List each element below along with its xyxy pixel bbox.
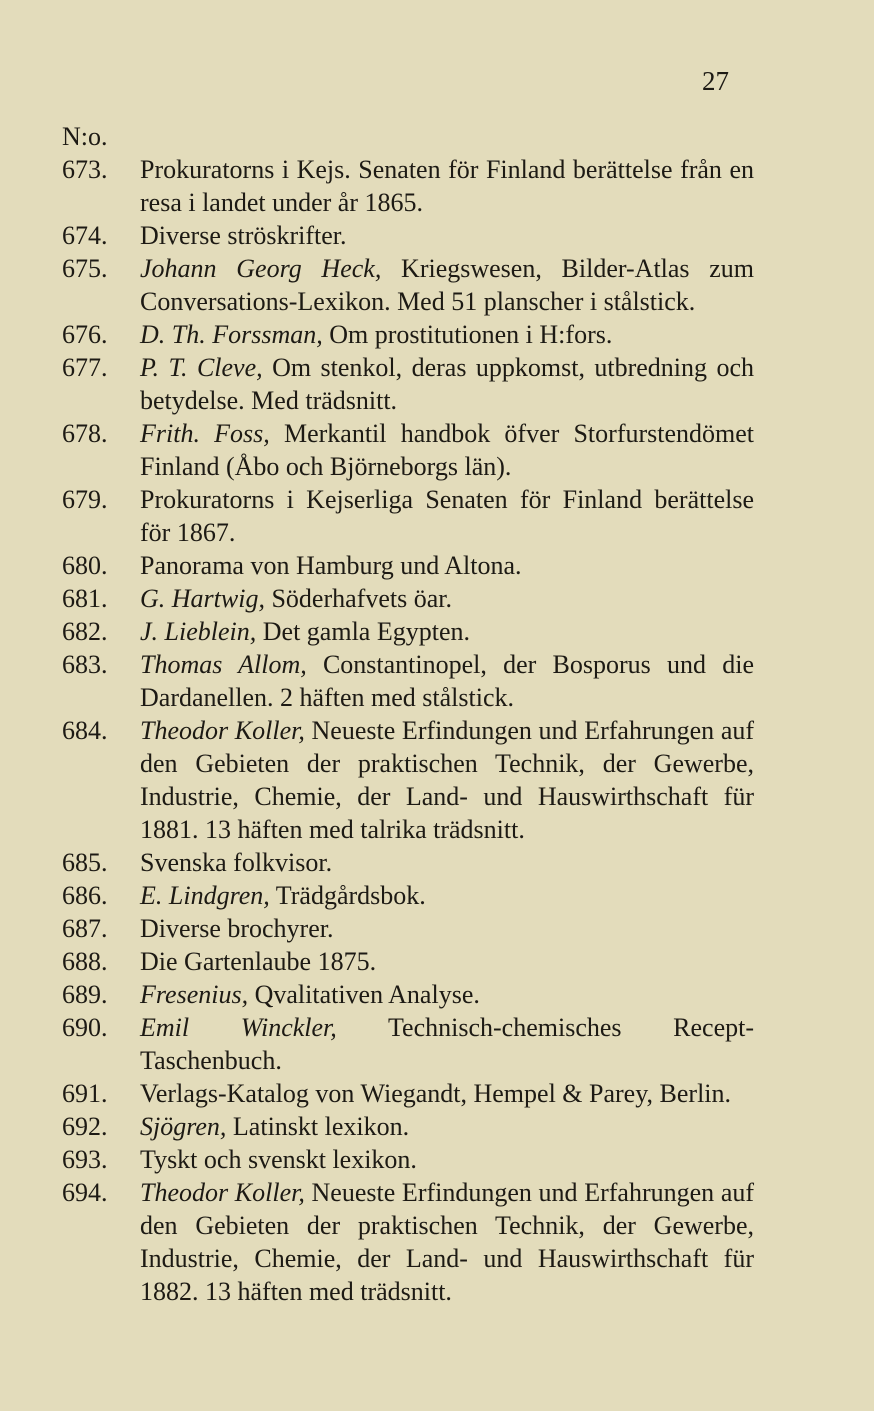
entry-number: 673. — [62, 155, 108, 184]
entry-title: Constantinopel, der Bosporus und die Dardanellen. 2 häften med stålstick. — [140, 650, 754, 712]
catalog-entry — [0, 549, 874, 582]
catalog-entry — [0, 879, 874, 912]
entry-number: 677. — [62, 353, 108, 382]
entry-author: Thomas Allom, — [140, 650, 307, 679]
catalog-entry — [0, 1011, 874, 1077]
entry-title: Kriegswesen, Bilder-Atlas zum Conversations-Lexikon. Med 51 planscher i stålstick. — [140, 254, 755, 316]
entry-text — [140, 549, 754, 582]
entry-number: 679. — [62, 485, 108, 514]
entry-number: 694. — [62, 1178, 108, 1207]
catalog-entry — [0, 648, 874, 714]
entry-text — [140, 945, 754, 978]
entry-title: Diverse brochyrer. — [140, 914, 334, 943]
catalog-entry — [0, 912, 874, 945]
page-number: 27 — [702, 66, 729, 96]
catalog-entry — [0, 945, 874, 978]
entry-title: Det gamla Egypten. — [262, 617, 470, 646]
entry-text — [140, 615, 754, 648]
catalog-entry — [0, 846, 874, 879]
entry-text — [140, 483, 754, 549]
entry-number: 692. — [62, 1112, 108, 1141]
entry-title: Söderhafvets öar. — [271, 584, 452, 613]
catalog-entry — [0, 978, 874, 1011]
entry-title: Qvalitativen Analyse. — [254, 980, 480, 1009]
entry-text — [140, 879, 754, 912]
entry-text — [140, 714, 754, 846]
catalog-entry — [0, 1143, 874, 1176]
entry-number: 678. — [62, 419, 108, 448]
entry-text — [140, 912, 754, 945]
entry-title: Prokuratorns i Kejs. Senaten för Finland berättelse från en resa i landet under år 1865. — [140, 155, 754, 217]
entry-text — [140, 1011, 754, 1077]
entry-author: Fresenius, — [140, 980, 249, 1009]
entry-number: 686. — [62, 881, 108, 910]
entry-number: 682. — [62, 617, 108, 646]
entry-text — [140, 1110, 754, 1143]
entry-text — [140, 351, 754, 417]
entry-author: Johann Georg Heck, — [140, 254, 382, 283]
entry-number: 674. — [62, 221, 108, 250]
catalog-entry — [0, 351, 874, 417]
entry-title: Om prostitutionen i H:fors. — [329, 320, 613, 349]
catalog-entries — [0, 153, 874, 1308]
catalog-entry — [0, 615, 874, 648]
entry-title: Tyskt och svenskt lexikon. — [140, 1145, 417, 1174]
entry-author: J. Lieblein, — [140, 617, 257, 646]
entry-title: Panorama von Hamburg und Altona. — [140, 551, 522, 580]
entry-author: Theodor Koller, — [140, 716, 305, 745]
entry-text — [140, 417, 754, 483]
entry-title: Merkantil handbok öfver Storfurstendömet Finland (Åbo och Björneborgs län). — [140, 419, 755, 481]
entry-title: Trädgårdsbok. — [275, 881, 426, 910]
entry-title: Technisch-chemisches Recept-Taschenbuch. — [140, 1013, 755, 1075]
catalog-entry — [0, 1110, 874, 1143]
entry-author: G. Hartwig, — [140, 584, 265, 613]
entry-author: Theodor Koller, — [140, 1178, 305, 1207]
entry-author: D. Th. Forssman, — [140, 320, 323, 349]
entry-text — [140, 846, 754, 879]
entry-number: 691. — [62, 1079, 108, 1108]
entry-title: Prokuratorns i Kejserliga Senaten för Finland berättelse för 1867. — [140, 485, 754, 547]
catalog-entry — [0, 153, 874, 219]
entry-title: Neueste Erfindungen und Erfahrungen auf den Gebieten der praktischen Technik, der Gewerbe, Industrie, Chemie, der Land- und Hauswirthschaft für 1882. 13 häften med trädsnitt. — [140, 1178, 755, 1306]
entry-author: Sjögren, — [140, 1112, 227, 1141]
catalog-entry — [0, 483, 874, 549]
entry-text — [140, 1143, 754, 1176]
entry-number: 685. — [62, 848, 108, 877]
entry-number: 693. — [62, 1145, 108, 1174]
entry-number: 675. — [62, 254, 108, 283]
entry-author: E. Lindgren, — [140, 881, 270, 910]
entry-author: Frith. Foss, — [140, 419, 270, 448]
entry-title: Neueste Erfindungen und Erfahrungen auf den Gebieten der praktischen Technik, der Gewerbe, Industrie, Chemie, der Land- und Hauswirthschaft für 1881. 13 häften med talrika trädsnitt. — [140, 716, 755, 844]
entry-text — [140, 153, 754, 219]
entry-title: Die Gartenlaube 1875. — [140, 947, 377, 976]
catalog-entry — [0, 219, 874, 252]
catalog-entry — [0, 417, 874, 483]
entry-text — [140, 582, 754, 615]
entry-title: Diverse ströskrifter. — [140, 221, 347, 250]
entry-title: Verlags-Katalog von Wiegandt, Hempel & Parey, Berlin. — [140, 1079, 732, 1108]
entry-title: Svenska folkvisor. — [140, 848, 333, 877]
entry-text — [140, 978, 754, 1011]
entry-text — [140, 648, 754, 714]
catalog-entry — [0, 1077, 874, 1110]
entry-title: Latinskt lexikon. — [232, 1112, 410, 1141]
entry-number: 683. — [62, 650, 108, 679]
entry-number: 680. — [62, 551, 108, 580]
entry-text — [140, 1077, 754, 1110]
entry-number: 681. — [62, 584, 108, 613]
entry-number: 688. — [62, 947, 108, 976]
entry-text — [140, 252, 754, 318]
catalog-entry — [0, 714, 874, 846]
catalog-entry — [0, 252, 874, 318]
entry-title: Om stenkol, deras uppkomst, utbredning och betydelse. Med trädsnitt. — [140, 353, 755, 415]
catalog-entry — [0, 1176, 874, 1308]
entry-author: Emil Winckler, — [140, 1013, 337, 1042]
entry-text — [140, 219, 754, 252]
catalog-entry — [0, 318, 874, 351]
entry-text — [140, 1176, 754, 1308]
entry-number: 684. — [62, 716, 108, 745]
entry-author: P. T. Cleve, — [140, 353, 263, 382]
column-header: N:o. — [62, 122, 108, 151]
entry-text — [140, 318, 754, 351]
entry-number: 690. — [62, 1013, 108, 1042]
entry-number: 689. — [62, 980, 108, 1009]
entry-number: 687. — [62, 914, 108, 943]
entry-number: 676. — [62, 320, 108, 349]
catalog-entry — [0, 582, 874, 615]
